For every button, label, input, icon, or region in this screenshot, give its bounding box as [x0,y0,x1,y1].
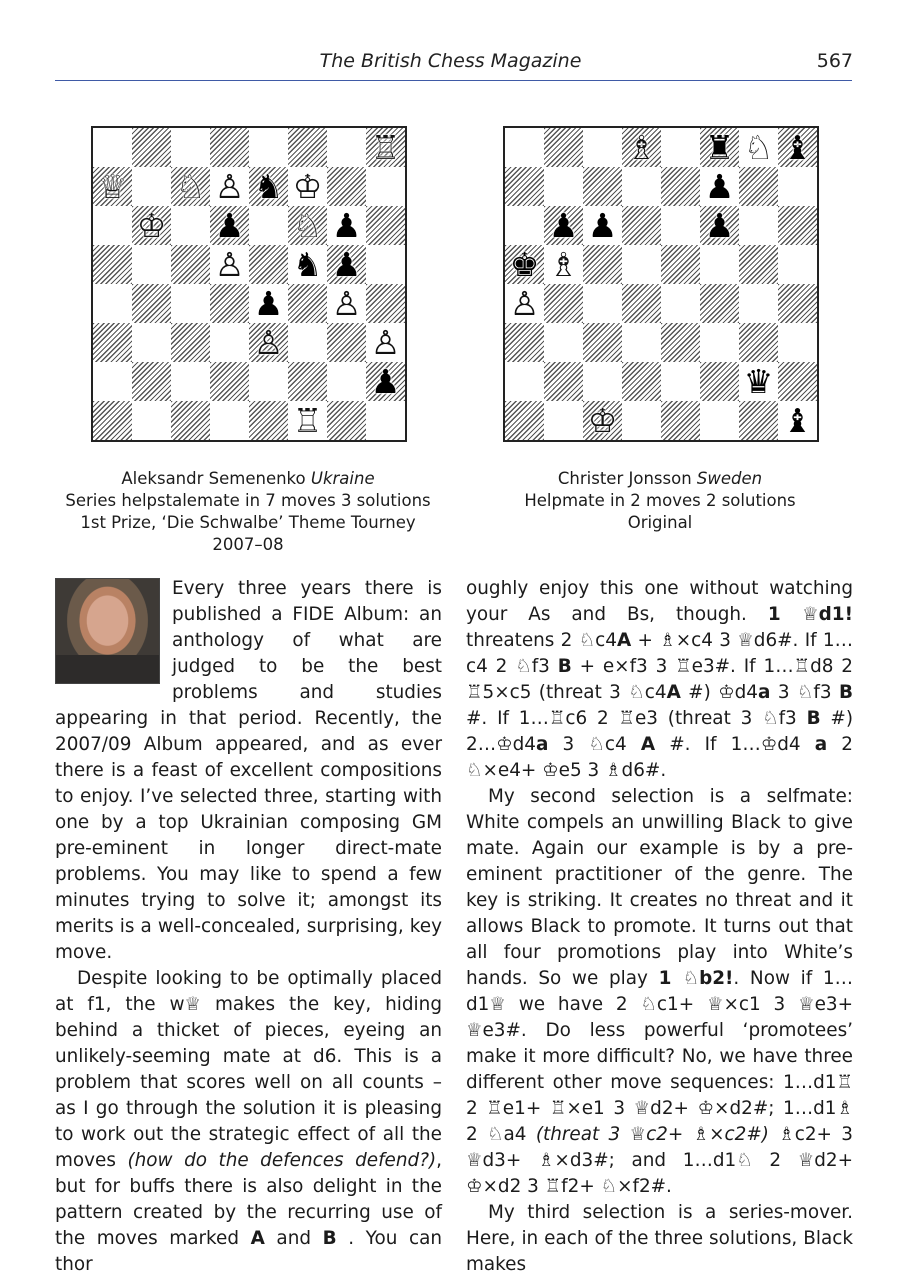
article-column-right [466,576,853,1278]
black-piece-f6: ♟ [704,206,735,245]
board-square [700,401,739,440]
white-piece-d7: ♙ [214,167,245,206]
board-square [171,128,210,167]
board-square [288,284,327,323]
board-square [93,362,132,401]
black-piece-h2: ♟ [370,362,401,401]
board-square [544,284,583,323]
board-square [700,323,739,362]
black-piece-h1: ♝ [782,401,813,440]
board-square [288,323,327,362]
board-square [132,323,171,362]
board-square [544,167,583,206]
board-square [210,128,249,167]
board-square [366,401,405,440]
board-square [544,362,583,401]
board-square [661,245,700,284]
board-square [249,245,288,284]
board-square [288,362,327,401]
article-paragraph [466,784,853,1200]
board-square [366,245,405,284]
black-piece-c6: ♟ [587,206,618,245]
caption-line: 2007–08 [212,535,284,554]
white-piece-a4: ♙ [509,284,540,323]
article-paragraph [55,576,442,966]
board-square [778,323,817,362]
board-square [778,362,817,401]
board-square [661,362,700,401]
board-square [132,167,171,206]
board-square [132,284,171,323]
composer-country: Ukraine [310,469,375,488]
board-square [622,167,661,206]
text-run: My third selection is a series-mover. Here, in each of the three solutions, Black makes [466,1202,853,1275]
black-piece-f5: ♞ [292,245,323,284]
board-square [171,284,210,323]
move-mark-a: A [666,682,681,703]
board-square [739,284,778,323]
board-square [210,323,249,362]
board-square [132,128,171,167]
board-square [739,401,778,440]
article-paragraph [466,1200,853,1278]
board-square [778,167,817,206]
white-piece-b5: ♗ [548,245,579,284]
board-square [366,206,405,245]
board-square [327,128,366,167]
diagram-caption-left [38,468,458,556]
article-paragraph [55,966,442,1278]
white-piece-d8: ♗ [626,128,657,167]
board-square [366,167,405,206]
board-square [327,323,366,362]
composer-name: Christer Jonsson [557,469,692,488]
text-run: 2 ♘×e4+ ♔e5 3 ♗d6#. [466,734,853,781]
white-piece-c1: ♔ [587,401,618,440]
board-square [171,362,210,401]
text-run: #. If 1…♔d4 [655,734,815,755]
board-square [249,128,288,167]
board-square [210,362,249,401]
board-square [505,323,544,362]
board-square [505,128,544,167]
text-run-italic: (threat 3 ♕c2+ ♗×c2#) [535,1124,769,1145]
white-piece-h8: ♖ [370,128,401,167]
board-square [544,401,583,440]
board-square [661,401,700,440]
board-square [93,206,132,245]
move-mark-b: B [322,1228,337,1249]
board-square [622,206,661,245]
board-square [132,362,171,401]
white-piece-c7: ♘ [175,167,206,206]
board-square [778,206,817,245]
board-square [622,323,661,362]
board-square [622,284,661,323]
board-square [171,206,210,245]
text-run: #) ♔d4 [680,682,759,703]
white-piece-g4: ♙ [331,284,362,323]
black-piece-a5: ♚ [509,245,540,284]
text-run-italic: (how do the defences defend?) [127,1150,437,1171]
chess-diagram-right [503,126,819,442]
board-square [249,206,288,245]
white-piece-b6: ♔ [136,206,167,245]
black-piece-e4: ♟ [253,284,284,323]
text-run: oughly enjoy this one without watching your As and Bs, though. [466,578,853,625]
text-run: . You can thor [55,1228,442,1275]
header-rule [55,80,852,81]
board-square [93,401,132,440]
board-square [93,323,132,362]
move-mark-lower-a: a [814,734,828,755]
board-square [583,167,622,206]
board-square [583,323,622,362]
white-piece-d5: ♙ [214,245,245,284]
board-square [132,401,171,440]
board-square [93,128,132,167]
white-piece-f7: ♔ [292,167,323,206]
board-square [171,401,210,440]
white-piece-f1: ♖ [292,401,323,440]
board-square [700,245,739,284]
board-square [700,362,739,401]
board-square [327,167,366,206]
board-square [778,245,817,284]
board-square [544,323,583,362]
board-square [327,401,366,440]
caption-line: Series helpstalemate in 7 moves 3 solutions [65,491,431,510]
black-piece-d6: ♟ [214,206,245,245]
board-square [93,284,132,323]
author-portrait [55,578,160,684]
board-square [93,245,132,284]
text-run: #) 2…♔d4 [466,708,854,755]
board-square [171,323,210,362]
board-square [505,401,544,440]
board-square [583,128,622,167]
board-square [661,323,700,362]
text-run: 3 ♘c4 [548,734,641,755]
black-piece-f8: ♜ [704,128,735,167]
white-piece-a7: ♕ [97,167,128,206]
text-run: #. If 1…♖c6 2 ♖e3 (threat 3 ♘f3 [466,708,807,729]
key-move: 1 ♘b2! [658,968,734,989]
move-mark-a: A [640,734,656,755]
text-run: , but for buffs there is also delight in the pattern created by the recurring use of the moves marked [55,1150,442,1249]
move-mark-b: B [838,682,853,703]
black-piece-g2: ♛ [743,362,774,401]
article-paragraph [466,576,853,784]
board-square [505,362,544,401]
text-run: Despite looking to be optimally placed at f1, the w♕ makes the key, hiding behind a thicket of pieces, eyeing an unlikely-seeming mate at d6. This is a problem that scores well on all counts – as I go through the solution it is pleasing to work out the strategic effect of all the moves [55,968,442,1171]
move-mark-a: A [617,630,632,651]
running-header-title: The British Chess Magazine [319,50,582,72]
board-square [327,362,366,401]
board-square [210,284,249,323]
black-piece-g5: ♟ [331,245,362,284]
text-run: + e×f3 3 ♖e3#. If 1…♖d8 2 ♖5×c5 (threat 3 ♘c4 [466,656,853,703]
page-number: 567 [816,50,853,72]
move-mark-lower-a: a [535,734,549,755]
board-square [583,362,622,401]
black-piece-f7: ♟ [704,167,735,206]
caption-line: Helpmate in 2 moves 2 solutions [524,491,796,510]
caption-line: 1st Prize, ‘Die Schwalbe’ Theme Tourney [80,513,416,532]
board-square [778,284,817,323]
board-square [661,128,700,167]
board-square [583,284,622,323]
black-piece-h8: ♝ [782,128,813,167]
article-column-left [55,576,442,1278]
text-run: + ♗×c4 3 ♕d6#. If 1…c4 2 ♘f3 [466,630,854,677]
black-piece-g6: ♟ [331,206,362,245]
black-piece-e7: ♞ [253,167,284,206]
move-mark-lower-a: a [758,682,771,703]
move-mark-b: B [557,656,572,677]
board-square [622,401,661,440]
board-square [661,206,700,245]
board-square [132,245,171,284]
board-square [544,128,583,167]
move-mark-b: B [806,708,821,729]
move-mark-a: A [250,1228,265,1249]
board-square [700,284,739,323]
text-run: and [264,1228,323,1249]
diagram-caption-right [450,468,870,534]
board-square [622,245,661,284]
board-square [739,245,778,284]
caption-line: Original [627,513,693,532]
board-square [739,323,778,362]
board-square [366,284,405,323]
text-run: . Now if 1…d1♕ we have 2 ♘c1+ ♕×c1 3 ♕e3+ ♕e3#. Do less powerful ‘promotees’ make it more difficult? No, we have three different other move sequences: 1…d1♖ 2 ♖e1+ ♖×e1 3 ♕d2+ ♔×d2#; 1…d1♗ 2 ♘a4 [466,968,853,1145]
board-square [210,401,249,440]
white-piece-h3: ♙ [370,323,401,362]
white-piece-g8: ♘ [743,128,774,167]
white-piece-e3: ♙ [253,323,284,362]
intro-text: Every three years there is published a FIDE Album: an anthology of what are judged to be the best problems and studies appearing in that period. Recently, the 2007/09 Album appeared, and as ever there is a feast of excellent compositions to enjoy. I’ve selected three, starting with one by a top Ukrainian composing GM pre-eminent in longer direct-mate problems. You may like to spend a few minutes trying to solve it; amongst its merits is a well-concealed, surprising, key move. [55,578,442,963]
board-square [505,167,544,206]
composer-name: Aleksandr Semenenko [121,469,306,488]
board-square [249,401,288,440]
white-piece-f6: ♘ [292,206,323,245]
board-square [622,362,661,401]
board-square [739,167,778,206]
board-square [249,362,288,401]
key-move: 1 ♕d1! [767,604,853,625]
board-square [739,206,778,245]
chess-diagram-left [91,126,407,442]
board-square [661,167,700,206]
composer-country: Sweden [696,469,763,488]
text-run: ♗c2+ 3 ♕d3+ ♗×d3#; and 1…d1♘ 2 ♕d2+ ♔×d2 3 ♖f2+ ♘×f2#. [466,1124,853,1197]
board-square [661,284,700,323]
board-square [505,206,544,245]
text-run: My second selection is a selfmate: White compels an unwilling Black to give mate. Again our example is by a pre-eminent practitioner of the genre. The key is striking. It creates no threat and it allows Black to promote. It turns out that all four promotions play into White’s hands. So we play [466,786,853,989]
board-square [288,128,327,167]
text-run: threatens 2 ♘c4 [466,630,617,651]
black-piece-b6: ♟ [548,206,579,245]
text-run: 3 ♘f3 [770,682,839,703]
board-square [583,245,622,284]
board-square [171,245,210,284]
